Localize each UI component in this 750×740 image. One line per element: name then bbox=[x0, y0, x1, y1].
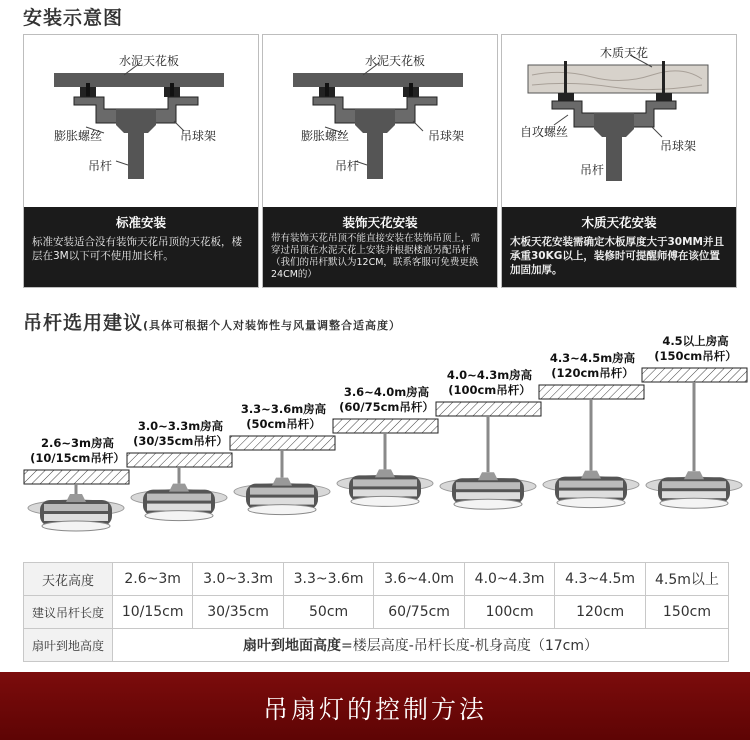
rod-length-label: (120cm吊杆） bbox=[551, 366, 634, 380]
stair-step bbox=[127, 453, 232, 467]
ceiling-label: 水泥天花板 bbox=[365, 54, 426, 68]
screw-label: 膨胀螺丝 bbox=[54, 129, 103, 143]
stair-step-label bbox=[644, 334, 747, 364]
table-row-formula bbox=[24, 629, 729, 662]
install-panel-standard bbox=[23, 34, 259, 288]
screw-label: 膨胀螺丝 bbox=[301, 129, 350, 143]
rod-label: 吊杆 bbox=[335, 159, 360, 173]
caption-title: 木质天花安装 bbox=[581, 215, 657, 230]
hanging-rod bbox=[281, 450, 284, 478]
stair-step bbox=[539, 385, 644, 399]
caption-body: 木板天花安装需确定木板厚度大于30MM并且承重30KG以上，装修时可提醒师傅在该位置加固加厚。 bbox=[510, 236, 725, 276]
ceiling-fan-icon bbox=[440, 472, 536, 509]
formula-bold: 扇叶到地面高度 bbox=[243, 638, 341, 654]
table-row-rod-length bbox=[24, 596, 729, 629]
hanging-rod bbox=[487, 416, 490, 472]
table-row-ceiling-height bbox=[24, 563, 729, 596]
table-cell: 4.0~4.3m bbox=[464, 563, 555, 596]
room-height-label: 3.6~4.0m房高 bbox=[343, 385, 430, 399]
stair-step-label bbox=[26, 436, 129, 466]
bracket-label: 吊球架 bbox=[660, 139, 697, 153]
ceiling-fan-icon bbox=[337, 469, 433, 506]
bracket-label: 吊球架 bbox=[428, 129, 465, 143]
footer-banner bbox=[0, 672, 750, 740]
table-cell: 3.0~3.3m bbox=[193, 563, 284, 596]
stair-step bbox=[333, 419, 438, 433]
table-cell: 60/75cm bbox=[374, 596, 465, 629]
rod-label: 吊杆 bbox=[88, 159, 113, 173]
ceiling-fan-icon bbox=[131, 484, 227, 521]
install-panel-decorative bbox=[262, 34, 498, 288]
wood-caption bbox=[502, 207, 736, 287]
hanging-rod bbox=[75, 484, 78, 494]
caption-body: 带有装饰天花吊顶不能直接安装在装饰吊顶上，需穿过吊顶在水泥天花上安装并根据楼高另配吊杆（我们的吊杆默认为12CM，联系客服可免费更换24CM的） bbox=[271, 233, 481, 280]
screw-label: 自攻螺丝 bbox=[520, 125, 569, 139]
rod-length-label: (100cm吊杆） bbox=[448, 383, 531, 397]
hanging-rod bbox=[693, 382, 696, 471]
rod-length-label: (50cm吊杆） bbox=[246, 417, 321, 431]
table-cell: 2.6~3m bbox=[113, 563, 193, 596]
bracket-label: 吊球架 bbox=[180, 129, 217, 143]
ceiling-label: 木质天花 bbox=[600, 46, 649, 60]
room-height-label: 4.0~4.3m房高 bbox=[446, 368, 533, 382]
stair-step bbox=[642, 368, 747, 382]
caption-title: 装饰天花安装 bbox=[342, 215, 418, 230]
table-cell: 3.3~3.6m bbox=[283, 563, 374, 596]
stair-step-label bbox=[438, 368, 541, 398]
stair-step-label bbox=[129, 419, 232, 449]
hanging-rod bbox=[384, 433, 387, 469]
rod-length-label: (30/35cm吊杆） bbox=[133, 434, 228, 448]
stair-step-label bbox=[335, 385, 438, 415]
hanging-rod bbox=[178, 467, 181, 484]
standard-caption bbox=[24, 207, 258, 287]
decorative-caption bbox=[263, 207, 497, 287]
stair-step-label bbox=[232, 402, 335, 432]
room-height-label: 4.5以上房高 bbox=[662, 334, 729, 348]
table-cell: 120cm bbox=[555, 596, 646, 629]
install-section-title: 安装示意图 bbox=[23, 7, 124, 29]
ceiling-fan-icon bbox=[646, 471, 742, 508]
rod-title-sub: (具体可根据个人对装饰性与风量调整合适高度） bbox=[143, 319, 402, 332]
stair-step bbox=[230, 436, 335, 450]
row-header: 建议吊杆长度 bbox=[24, 596, 113, 629]
ceiling-fan-icon bbox=[234, 478, 330, 515]
rod-length-label: (150cm吊杆） bbox=[654, 349, 737, 363]
footer-title: 吊扇灯的控制方法 bbox=[262, 695, 487, 724]
room-height-label: 3.0~3.3m房高 bbox=[137, 419, 224, 433]
caption-title: 标准安装 bbox=[115, 215, 166, 230]
hanging-rod bbox=[590, 399, 593, 471]
stair-step bbox=[436, 402, 541, 416]
table-cell: 10/15cm bbox=[113, 596, 193, 629]
table-cell: 30/35cm bbox=[193, 596, 284, 629]
formula-cell bbox=[113, 629, 729, 662]
ceiling-fan-icon bbox=[28, 494, 124, 531]
rod-title-main: 吊杆选用建议 bbox=[23, 312, 144, 334]
rod-length-label: (60/75cm吊杆） bbox=[339, 400, 434, 414]
ceiling-label: 水泥天花板 bbox=[119, 54, 180, 68]
install-panel-wood bbox=[501, 34, 737, 288]
table-cell: 100cm bbox=[464, 596, 555, 629]
stair-step-label bbox=[541, 351, 644, 381]
room-height-label: 2.6~3m房高 bbox=[41, 436, 114, 450]
rod-label: 吊杆 bbox=[580, 163, 605, 177]
table-cell: 50cm bbox=[283, 596, 374, 629]
ceiling-fan-icon bbox=[543, 471, 639, 508]
rod-length-label: (10/15cm吊杆） bbox=[30, 451, 125, 465]
stair-step bbox=[24, 470, 129, 484]
room-height-label: 4.3~4.5m房高 bbox=[549, 351, 636, 365]
row-header: 扇叶到地高度 bbox=[24, 629, 113, 662]
caption-body: 标准安装适合没有装饰天花吊顶的天花板，楼层在3M以下可不使用加长杆。 bbox=[32, 236, 242, 262]
table-cell: 150cm bbox=[645, 596, 728, 629]
room-height-label: 3.3~3.6m房高 bbox=[240, 402, 327, 416]
row-header: 天花高度 bbox=[24, 563, 113, 596]
table-cell: 4.5m以上 bbox=[645, 563, 728, 596]
formula-rest: =楼层高度-吊杆长度-机身高度（17cm） bbox=[341, 638, 598, 654]
table-cell: 3.6~4.0m bbox=[374, 563, 465, 596]
spec-table bbox=[23, 562, 729, 662]
table-cell: 4.3~4.5m bbox=[555, 563, 646, 596]
